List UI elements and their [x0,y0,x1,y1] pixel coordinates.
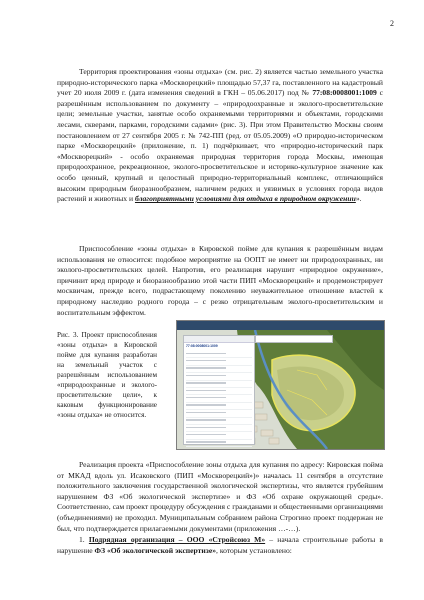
paragraph-text: ». [355,194,362,204]
emphasized-phrase: благоприятными условиями для отдыха в природном окружении [134,194,356,204]
page-number: 2 [390,19,394,28]
figure-caption: Рис. 3. Проект приспособления «зоны отдыха» в Кировской пойме для купания разработан на земельный участок с разрешённым использованием «природоохранные и эколого-просветительские цели», к каковым функционирование «зоны отдыха» не относится. [57,331,157,419]
panel-cadastral-number: 77:08:0008001:1009 [186,344,218,348]
screenshot-title-bar [177,321,384,330]
paragraph-text: Территория проектирования «зоны отдыха» (см. рис. 2) является частью земельного участка природно-исторического парка «Москворецкий» площадью 57,37 га, поставленного на кадастровый учет 20 июля 2009 г. (дата изменения сведений в ГКН – 05.06.2017) под № [57,67,383,98]
contractor-name: Подрядная организация – ООО «Стройсоюз М» [88,535,266,544]
info-panel [183,335,255,445]
paragraph-land-plot [57,67,383,205]
paragraph-text: Приспособление «зоны отдыха» в Кировской пойме для купания к разрешённым видам использования не относится: подобное мероприятие на ООПТ не имеет ни природоохранных, ни эколого-просветительских целей. Напротив, его реализация нарушит «природное окружение», причинит вред природе и биоразнообразию этой части ПИП «Москворецкий» и продемонстрирует москвичам, прежде всего, подрастающему поколению неуважительное отношение властей к природному наследию родного города – с резко отрицательным эколого-просветительским и воспитательным эффектом. [57,244,383,317]
paragraph-text: , которым установлено: [216,545,292,555]
map-search-field [255,335,333,343]
cadastral-number: 77:08:0008001:1009 [312,88,377,98]
paragraph-zone-use [57,244,383,318]
item-number: 1. [79,535,89,544]
figure-screenshot [176,320,385,450]
paragraph-text: с разрешённым использованием по документу – «природоохранные и эколого-просветительские цели; земельные участки, занятые особо охраняемыми территориями и объектами, городскими лесами, скверами, парками, городскими садами» (рис. 3). При этом Правительство Москвы своим постановлением от 27 сентября 2005 г. № 742-ПП (ред. от 05.05.2009) «О природно-историческом парке «Москворецкий» (приложение, п. 1) подчёркивает, что «природно-исторический парк «Москворецкий» - особо охраняемая природная территория города Москвы, имеющая природоохранное, рекреационное, эколого-просветительское и историко-культурное значение как особо ценный, крупный и целостный природно-территориальный комплекс, отличающийся высоким природным биоразнообразием, наличием редких и уязвимых в условиях города видов растений и животных и [57,88,383,204]
law-name: ФЗ «Об экологической экспертизе» [94,545,217,555]
paragraph-text: Реализация проекта «Приспособление зоны отдыха для купания по адресу: Кировская пойма от МКАД вдоль ул. Исаковского (ПИП «Москворецкий»)» началась 11 сентября в отсутствие положительного заключения государственной экологической экспертизы, что является грубейшим нарушением ФЗ «Об экологической экспертизе» и ФЗ «Об охране окружающей среды». Соответственно, сам проект процедуру обсуждения с гражданами и общественными организациями (объединениями) не проходил. Муниципальным собранием района Строгино проект поддержан не был, что подтверждается прилагаемыми документами (приложения …-…). [57,460,383,533]
paragraph-text: – начала строительные работы в нарушение [57,535,383,555]
paragraph-contractor [57,535,383,556]
paragraph-project-realization [57,460,383,534]
